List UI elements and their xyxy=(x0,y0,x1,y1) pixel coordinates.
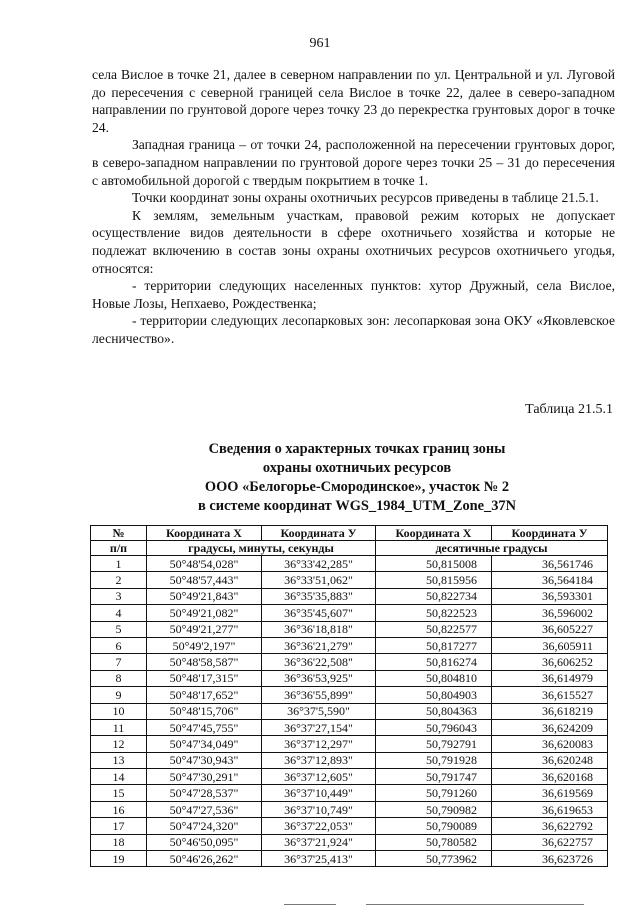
cell-x-dec: 50,791260 xyxy=(376,785,492,801)
cell-y-dms: 36°37'27,154" xyxy=(262,719,376,735)
cell-x-dms: 50°49'21,277" xyxy=(147,621,262,637)
table-row xyxy=(91,687,608,703)
table-row xyxy=(91,670,608,686)
cell-x-dms: 50°47'30,291" xyxy=(147,769,262,785)
paragraph: Западная граница – от точки 24, расположенной на пересечении грунтовых дорог, в северо-западном направлении по грунтовой дороге через точки 25 – 31 до пересечения с автомобильной дорогой с твердым покрытием в точке 1. xyxy=(92,137,615,188)
cell-y-dec: 36,593301 xyxy=(492,588,608,604)
cell-x-dec: 50,791747 xyxy=(376,769,492,785)
cell-x-dms: 50°47'45,755" xyxy=(147,719,262,735)
cell-y-dec: 36,596002 xyxy=(492,605,608,621)
table-title-line: охраны охотничьих ресурсов xyxy=(262,460,452,476)
list-item: - территории следующих населенных пунктов: хутор Дружный, села Вислое, Новые Лозы, Непхаево, Рождественка; xyxy=(92,278,615,311)
cell-x-dec: 50,804810 xyxy=(376,670,492,686)
paragraph: К землям, земельным участкам, правовой режим которых не допускает осуществление видов деятельности в сфере охотничьего хозяйства и которые не подлежат включению в состав зоны охраны охотничьих ресурсов охотничьего угодья, относятся: xyxy=(92,207,615,276)
cell-y-dec: 36,614979 xyxy=(492,670,608,686)
header-x-dms: Координата Х xyxy=(147,526,262,541)
cell-x-dms: 50°47'30,943" xyxy=(147,752,262,768)
row-number: 10 xyxy=(91,703,147,719)
table-row xyxy=(91,851,608,867)
page-number: 961 xyxy=(309,36,331,51)
cell-x-dms: 50°47'24,320" xyxy=(147,818,262,834)
row-number: 18 xyxy=(91,834,147,850)
cell-y-dec: 36,619569 xyxy=(492,785,608,801)
cell-x-dms: 50°48'57,443" xyxy=(147,572,262,588)
table-row xyxy=(91,752,608,768)
cell-y-dms: 36°37'12,297" xyxy=(262,736,376,752)
table-row xyxy=(91,736,608,752)
cell-x-dec: 50,822577 xyxy=(376,621,492,637)
table-row xyxy=(91,769,608,785)
cell-y-dec: 36,605227 xyxy=(492,621,608,637)
cell-x-dec: 50,791928 xyxy=(376,752,492,768)
row-number: 3 xyxy=(91,588,147,604)
cell-y-dms: 36°33'42,285" xyxy=(262,556,376,572)
cell-x-dms: 50°47'28,537" xyxy=(147,785,262,801)
cell-x-dms: 50°48'54,028" xyxy=(147,556,262,572)
header-y-dec: Координата У xyxy=(492,526,608,541)
cell-y-dms: 36°37'12,605" xyxy=(262,769,376,785)
row-number: 12 xyxy=(91,736,147,752)
cell-x-dec: 50,804363 xyxy=(376,703,492,719)
row-number: 4 xyxy=(91,605,147,621)
cell-x-dec: 50,792791 xyxy=(376,736,492,752)
cell-x-dms: 50°49'21,082" xyxy=(147,605,262,621)
cell-x-dms: 50°47'27,536" xyxy=(147,801,262,817)
table-title-line: в системе координат WGS_1984_UTM_Zone_37N xyxy=(197,498,517,514)
table-row xyxy=(91,637,608,653)
table-row xyxy=(91,605,608,621)
footer-rule xyxy=(284,904,336,905)
list-item: - территории следующих лесопарковых зон: лесопарковая зона ОКУ «Яковлевское лесничество». xyxy=(92,313,615,346)
cell-y-dec: 36,622792 xyxy=(492,818,608,834)
cell-y-dms: 36°36'21,279" xyxy=(262,637,376,653)
cell-x-dec: 50,822734 xyxy=(376,588,492,604)
table-row xyxy=(91,719,608,735)
cell-y-dec: 36,624209 xyxy=(492,719,608,735)
cell-y-dms: 36°37'10,749" xyxy=(262,801,376,817)
cell-x-dec: 50,822523 xyxy=(376,605,492,621)
table-row xyxy=(91,572,608,588)
table-row xyxy=(91,621,608,637)
cell-x-dec: 50,817277 xyxy=(376,637,492,653)
subheader-dms: градусы, минуты, секунды xyxy=(147,541,376,556)
cell-y-dms: 36°37'25,413" xyxy=(262,851,376,867)
cell-y-dms: 36°33'51,062" xyxy=(262,572,376,588)
row-number: 8 xyxy=(91,670,147,686)
cell-x-dec: 50,790982 xyxy=(376,801,492,817)
cell-y-dec: 36,618219 xyxy=(492,703,608,719)
cell-y-dms: 36°35'45,607" xyxy=(262,605,376,621)
cell-x-dec: 50,780582 xyxy=(376,834,492,850)
cell-y-dec: 36,615527 xyxy=(492,687,608,703)
cell-y-dms: 36°36'18,818" xyxy=(262,621,376,637)
cell-y-dec: 36,564184 xyxy=(492,572,608,588)
cell-x-dms: 50°46'26,262" xyxy=(147,851,262,867)
paragraph: Точки координат зоны охраны охотничьих ресурсов приведены в таблице 21.5.1. xyxy=(132,190,599,206)
cell-y-dec: 36,620083 xyxy=(492,736,608,752)
cell-x-dec: 50,816274 xyxy=(376,654,492,670)
cell-x-dec: 50,796043 xyxy=(376,719,492,735)
cell-y-dms: 36°36'55,899" xyxy=(262,687,376,703)
table-row xyxy=(91,785,608,801)
cell-x-dec: 50,815008 xyxy=(376,556,492,572)
cell-y-dms: 36°35'35,883" xyxy=(262,588,376,604)
cell-y-dec: 36,561746 xyxy=(492,556,608,572)
cell-y-dec: 36,623726 xyxy=(492,851,608,867)
header-number-sub: п/п xyxy=(91,541,147,556)
cell-x-dms: 50°48'15,706" xyxy=(147,703,262,719)
cell-x-dms: 50°48'17,315" xyxy=(147,670,262,686)
cell-x-dms: 50°47'34,049" xyxy=(147,736,262,752)
cell-y-dec: 36,622757 xyxy=(492,834,608,850)
header-y-dms: Координата У xyxy=(262,526,376,541)
cell-y-dms: 36°37'10,449" xyxy=(262,785,376,801)
table-row xyxy=(91,556,608,572)
row-number: 7 xyxy=(91,654,147,670)
cell-x-dms: 50°48'17,652" xyxy=(147,687,262,703)
cell-y-dec: 36,620168 xyxy=(492,769,608,785)
cell-y-dec: 36,620248 xyxy=(492,752,608,768)
cell-x-dms: 50°49'21,843" xyxy=(147,588,262,604)
body-text xyxy=(92,66,615,348)
cell-y-dms: 36°37'22,053" xyxy=(262,818,376,834)
subheader-dec: десятичные градусы xyxy=(376,541,608,556)
row-number: 1 xyxy=(91,556,147,572)
cell-x-dms: 50°49'2,197" xyxy=(147,637,262,653)
cell-x-dec: 50,804903 xyxy=(376,687,492,703)
table-row xyxy=(91,818,608,834)
table-label: Таблица 21.5.1 xyxy=(525,402,613,417)
cell-x-dec: 50,815956 xyxy=(376,572,492,588)
cell-y-dec: 36,619653 xyxy=(492,801,608,817)
cell-x-dms: 50°46'50,095" xyxy=(147,834,262,850)
header-x-dec: Координата Х xyxy=(376,526,492,541)
row-number: 16 xyxy=(91,801,147,817)
cell-y-dms: 36°37'12,893" xyxy=(262,752,376,768)
cell-y-dms: 36°37'21,924" xyxy=(262,834,376,850)
row-number: 6 xyxy=(91,637,147,653)
cell-y-dms: 36°37'5,590" xyxy=(262,703,376,719)
row-number: 5 xyxy=(91,621,147,637)
table-row xyxy=(91,588,608,604)
cell-x-dms: 50°48'58,587" xyxy=(147,654,262,670)
header-number: № xyxy=(91,526,147,541)
cell-x-dec: 50,773962 xyxy=(376,851,492,867)
row-number: 19 xyxy=(91,851,147,867)
cell-x-dec: 50,790089 xyxy=(376,818,492,834)
table-row xyxy=(91,703,608,719)
cell-y-dms: 36°36'53,925" xyxy=(262,670,376,686)
table-title-line: Сведения о характерных точках границ зоны xyxy=(208,441,506,457)
cell-y-dec: 36,605911 xyxy=(492,637,608,653)
cell-y-dms: 36°36'22,508" xyxy=(262,654,376,670)
row-number: 15 xyxy=(91,785,147,801)
table-title-line: ООО «Белогорье-Смородинское», участок № 2 xyxy=(204,479,510,495)
footer-rule xyxy=(366,904,584,905)
row-number: 14 xyxy=(91,769,147,785)
row-number: 9 xyxy=(91,687,147,703)
cell-y-dec: 36,606252 xyxy=(492,654,608,670)
table-row xyxy=(91,654,608,670)
row-number: 11 xyxy=(91,719,147,735)
paragraph: села Вислое в точке 21, далее в северном направлении по ул. Центральной и ул. Луговой до пересечения с северной границей села Вислое в точке 22, далее в северо-западном направлении по грунтовой дороге через точку 23 до перекрестка грунтовых дорог в точке 24. xyxy=(92,67,615,135)
table-row xyxy=(91,801,608,817)
table-title xyxy=(92,440,622,516)
table-row xyxy=(91,834,608,850)
row-number: 13 xyxy=(91,752,147,768)
row-number: 2 xyxy=(91,572,147,588)
row-number: 17 xyxy=(91,818,147,834)
coordinates-table xyxy=(90,525,608,867)
